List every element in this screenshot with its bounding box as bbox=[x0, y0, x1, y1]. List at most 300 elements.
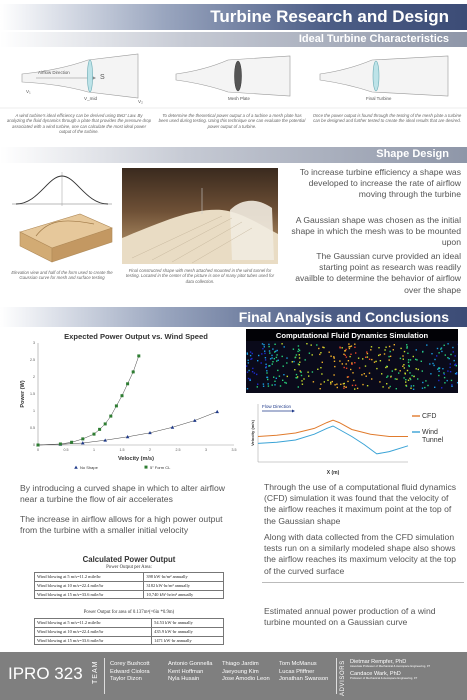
legend-label: 5" Form CL bbox=[150, 465, 171, 470]
final-section-title: Final Analysis and Conclusions bbox=[238, 309, 449, 325]
team-column-2 bbox=[168, 661, 212, 684]
cfd-particle bbox=[343, 388, 344, 389]
advisors-label: ADVISORS bbox=[340, 660, 346, 696]
cfd-particle bbox=[422, 382, 423, 383]
team-member: Edward Ciolora bbox=[110, 668, 150, 675]
cfd-particle bbox=[281, 343, 282, 344]
cfd-particle bbox=[434, 387, 435, 388]
cfd-particle bbox=[444, 374, 445, 375]
cfd-particle bbox=[296, 354, 297, 355]
x-tick-label: 1.5 bbox=[119, 448, 125, 452]
cfd-particle bbox=[421, 361, 422, 362]
cfd-particle bbox=[348, 343, 349, 344]
cfd-particle bbox=[286, 357, 287, 358]
cfd-particle bbox=[268, 365, 269, 366]
cfd-particle bbox=[364, 373, 365, 374]
final-right-paragraph-1: Through the use of a computational fluid dynamics (CFD) simulation it was found that the velocity of the airflow reaches it maximum point at the top of the Gaussian shape bbox=[264, 482, 457, 526]
cfd-particle bbox=[261, 353, 262, 354]
team-member: Nyla Husain bbox=[168, 676, 200, 683]
cfd-particle bbox=[388, 387, 389, 388]
cfd-particle bbox=[269, 352, 270, 353]
cfd-particle bbox=[276, 357, 277, 358]
advisor-title: Associate Professor of Mechanical & Aerospace Engineering, IIT bbox=[350, 664, 431, 668]
data-point bbox=[104, 422, 107, 425]
data-point bbox=[93, 433, 96, 436]
table-row bbox=[35, 636, 224, 645]
team-divider bbox=[104, 658, 105, 694]
cfd-particle bbox=[265, 357, 266, 358]
cfd-particle bbox=[346, 368, 347, 369]
cfd-particle bbox=[385, 367, 386, 368]
cfd-particle bbox=[287, 376, 288, 377]
cfd-particle bbox=[355, 385, 356, 386]
cfd-particle bbox=[378, 347, 379, 348]
series-line bbox=[258, 420, 408, 436]
cfd-particle bbox=[274, 358, 275, 359]
cfd-particle bbox=[359, 367, 360, 368]
cfd-particle bbox=[403, 359, 404, 360]
cfd-particle bbox=[247, 388, 248, 389]
cfd-particle bbox=[324, 381, 325, 382]
cfd-particle bbox=[453, 351, 454, 352]
cfd-particle bbox=[301, 380, 302, 381]
cfd-particle bbox=[303, 378, 304, 379]
cfd-particle bbox=[409, 372, 410, 373]
cfd-particle bbox=[449, 358, 450, 359]
cfd-particle bbox=[258, 355, 259, 356]
cfd-particle bbox=[336, 384, 337, 385]
cfd-particle bbox=[345, 350, 346, 351]
v1-label: V₁ bbox=[26, 89, 31, 94]
x-tick-label: 0.5 bbox=[63, 448, 69, 452]
cfd-particle bbox=[292, 361, 293, 362]
cfd-particle bbox=[247, 354, 248, 355]
cfd-particle bbox=[286, 382, 287, 383]
v2-label: V₂ bbox=[138, 99, 143, 104]
cfd-particle bbox=[381, 373, 382, 374]
table-cell: 398 kW·hr/m² annually bbox=[144, 573, 224, 582]
cfd-particle bbox=[317, 369, 318, 370]
cfd-particle bbox=[400, 370, 401, 371]
cfd-particle bbox=[252, 353, 253, 354]
cfd-particle bbox=[280, 385, 281, 386]
shape-section-bar bbox=[0, 147, 467, 163]
cfd-particle bbox=[250, 351, 251, 352]
cfd-particle bbox=[266, 370, 267, 371]
cfd-particle bbox=[398, 372, 399, 373]
series-line bbox=[38, 356, 139, 445]
legend-label: Wind Tunnel bbox=[422, 429, 444, 444]
team-member: Taylor Dizon bbox=[110, 676, 142, 683]
cfd-particle bbox=[268, 383, 269, 384]
cfd-particle bbox=[274, 351, 275, 352]
cfd-particle bbox=[342, 347, 343, 348]
cfd-particle bbox=[422, 388, 423, 389]
cfd-particle bbox=[408, 380, 409, 381]
cfd-particle bbox=[283, 366, 284, 367]
cfd-particle bbox=[252, 368, 253, 369]
cfd-particle bbox=[333, 374, 334, 375]
cfd-particle bbox=[340, 384, 341, 385]
cfd-particle bbox=[298, 349, 299, 350]
cfd-particle bbox=[444, 345, 445, 346]
cfd-particle bbox=[267, 379, 268, 380]
data-point bbox=[115, 404, 118, 407]
cfd-particle bbox=[393, 349, 394, 350]
cfd-particle bbox=[345, 355, 346, 356]
cfd-particle bbox=[426, 344, 427, 345]
cfd-particle bbox=[410, 388, 411, 389]
power-table-subheading-1: Power Output per Area: bbox=[106, 565, 152, 570]
table-cell: 435.9 kW·hr annually bbox=[152, 627, 224, 636]
cfd-particle bbox=[379, 381, 380, 382]
cfd-particle bbox=[343, 354, 344, 355]
cfd-particle bbox=[369, 373, 370, 374]
team-member: Kent Hoffman bbox=[168, 668, 204, 675]
cfd-particle bbox=[344, 386, 345, 387]
cfd-particle bbox=[248, 360, 249, 361]
cfd-particle bbox=[329, 352, 330, 353]
cfd-particle bbox=[278, 360, 279, 361]
cfd-particle bbox=[411, 385, 412, 386]
cfd-particle bbox=[348, 360, 349, 361]
cfd-particle bbox=[416, 368, 417, 369]
cfd-particle bbox=[320, 367, 321, 368]
power-chart bbox=[6, 329, 246, 473]
data-point bbox=[132, 370, 135, 373]
cfd-particle bbox=[408, 365, 409, 366]
cfd-particle bbox=[330, 383, 331, 384]
cfd-particle bbox=[350, 369, 351, 370]
cfd-particle bbox=[403, 377, 404, 378]
cfd-particle bbox=[250, 359, 251, 360]
cfd-particle bbox=[438, 375, 439, 376]
cfd-particle bbox=[402, 355, 403, 356]
table-row bbox=[35, 573, 224, 582]
ideal-caption-2: To determine the theoretical power output a of a turbine a mesh plate has been used during testing. Using this technique one can evaluate the potential power output of a turbine. bbox=[158, 113, 306, 129]
vmid-label: V_mid bbox=[84, 96, 98, 101]
team-column-3 bbox=[222, 661, 270, 684]
cfd-particle bbox=[436, 355, 437, 356]
cfd-particle bbox=[450, 371, 451, 372]
cfd-particle bbox=[366, 376, 367, 377]
cfd-particle bbox=[407, 353, 408, 354]
cfd-particle bbox=[413, 389, 414, 390]
cfd-particle bbox=[267, 377, 268, 378]
cfd-particle bbox=[388, 356, 389, 357]
cfd-particle bbox=[344, 367, 345, 368]
cfd-particle bbox=[408, 362, 409, 363]
x-tick-label: 2 bbox=[149, 448, 151, 452]
cfd-particle bbox=[439, 368, 440, 369]
cfd-particle bbox=[451, 384, 452, 385]
cfd-particle bbox=[354, 362, 355, 363]
cfd-particle bbox=[282, 356, 283, 357]
y-tick-label: 2 bbox=[33, 375, 35, 380]
cfd-particle bbox=[395, 378, 396, 379]
cfd-particle bbox=[264, 351, 265, 352]
series-line bbox=[38, 412, 217, 445]
cfd-particle bbox=[407, 370, 408, 371]
cfd-particle bbox=[367, 385, 368, 386]
y-tick-label: 1 bbox=[33, 409, 35, 414]
final-section-bar bbox=[0, 307, 467, 327]
team-member: Tom McManus bbox=[279, 661, 317, 667]
cfd-particle bbox=[352, 372, 353, 373]
cfd-particle bbox=[406, 347, 407, 348]
cfd-particle bbox=[334, 357, 335, 358]
cfd-particle bbox=[422, 370, 423, 371]
cfd-particle bbox=[390, 356, 391, 357]
cfd-particle bbox=[366, 351, 367, 352]
data-point bbox=[81, 437, 84, 440]
cfd-title: Computational Fluid Dynamics Simulation bbox=[275, 331, 429, 340]
table-cell: Wind blowing at 10 m/s=22.4 mile/hr bbox=[35, 627, 152, 636]
cfd-simulation-image bbox=[246, 329, 458, 393]
data-point bbox=[126, 382, 129, 385]
cfd-particle bbox=[299, 362, 300, 363]
cfd-particle bbox=[299, 357, 300, 358]
cfd-particle bbox=[384, 353, 385, 354]
cfd-particle bbox=[355, 352, 356, 353]
cfd-particle bbox=[266, 372, 267, 373]
y-tick-label: 1.5 bbox=[30, 392, 35, 397]
cfd-particle bbox=[456, 365, 457, 366]
cfd-particle bbox=[308, 375, 309, 376]
cfd-particle bbox=[246, 365, 247, 366]
cfd-particle bbox=[320, 384, 321, 385]
cfd-particle bbox=[257, 384, 258, 385]
cfd-particle bbox=[450, 354, 451, 355]
cfd-particle bbox=[265, 364, 266, 365]
cfd-particle bbox=[386, 377, 387, 378]
cfd-particle bbox=[422, 351, 423, 352]
cfd-particle bbox=[347, 381, 348, 382]
cfd-particle bbox=[390, 376, 391, 377]
cfd-particle bbox=[455, 355, 456, 356]
cfd-particle bbox=[376, 368, 377, 369]
cfd-particle bbox=[272, 363, 273, 364]
legend-marker bbox=[145, 466, 148, 469]
cfd-particle bbox=[268, 385, 269, 386]
cfd-particle bbox=[415, 359, 416, 360]
cfd-particle bbox=[405, 379, 406, 380]
ideal-section-bar bbox=[0, 32, 467, 47]
cfd-particle bbox=[274, 344, 275, 345]
cfd-particle bbox=[455, 373, 456, 374]
cfd-particle bbox=[457, 382, 458, 383]
cfd-particle bbox=[405, 373, 406, 374]
ideal-section-title: Ideal Turbine Characteristics bbox=[298, 33, 449, 45]
airflow-direction-label: Airflow Direction bbox=[38, 70, 70, 75]
cfd-particle bbox=[365, 357, 366, 358]
cfd-particle bbox=[378, 355, 379, 356]
cfd-particle bbox=[424, 387, 425, 388]
cfd-particle bbox=[374, 362, 375, 363]
velocity-chart bbox=[246, 398, 462, 478]
flow-direction-arrowhead bbox=[292, 410, 295, 413]
cfd-particle bbox=[400, 348, 401, 349]
x-tick-label: 0 bbox=[37, 448, 39, 452]
cfd-particle bbox=[441, 387, 442, 388]
cfd-particle bbox=[447, 357, 448, 358]
cfd-particle bbox=[342, 363, 343, 364]
table-row bbox=[35, 590, 224, 599]
cfd-particle bbox=[369, 359, 370, 360]
data-point bbox=[98, 428, 101, 431]
cfd-particle bbox=[451, 380, 452, 381]
team-member: Thiago Jardim bbox=[222, 661, 259, 667]
cfd-particle bbox=[274, 381, 275, 382]
cfd-particle bbox=[316, 344, 317, 345]
cfd-particle bbox=[425, 380, 426, 381]
power-table-heading: Calculated Power Output bbox=[82, 555, 176, 564]
cfd-particle bbox=[327, 380, 328, 381]
legend-label: CFD bbox=[422, 413, 437, 420]
cfd-particle bbox=[272, 384, 273, 385]
cfd-particle bbox=[354, 344, 355, 345]
cfd-particle bbox=[352, 385, 353, 386]
cfd-particle bbox=[392, 370, 393, 371]
cfd-particle bbox=[408, 359, 409, 360]
mesh-plate-diagram bbox=[176, 56, 290, 101]
cfd-particle bbox=[405, 381, 406, 382]
cfd-particle bbox=[432, 363, 433, 364]
cfd-particle bbox=[296, 374, 297, 375]
cfd-particle bbox=[297, 376, 298, 377]
legend-label: No Shape bbox=[80, 465, 98, 470]
poster-title: Turbine Research and Design bbox=[210, 7, 449, 26]
cfd-particle bbox=[312, 371, 313, 372]
cfd-particle bbox=[441, 351, 442, 352]
cfd-particle bbox=[413, 356, 414, 357]
cfd-particle bbox=[322, 362, 323, 363]
cfd-particle bbox=[300, 370, 301, 371]
table-cell: Wind blowing at 15 m/s=33.6 mile/hr bbox=[35, 590, 144, 599]
turbine-disk bbox=[373, 61, 379, 91]
cfd-particle bbox=[450, 363, 451, 364]
cfd-particle bbox=[320, 352, 321, 353]
cfd-particle bbox=[320, 388, 321, 389]
cfd-particle bbox=[382, 386, 383, 387]
actuator-disk bbox=[87, 60, 92, 92]
cfd-particle bbox=[266, 366, 267, 367]
table-cell: 3182 kW·hr/m² annually bbox=[144, 581, 224, 590]
cfd-particle bbox=[299, 364, 300, 365]
data-point bbox=[121, 394, 124, 397]
cfd-particle bbox=[394, 344, 395, 345]
cfd-particle bbox=[431, 353, 432, 354]
cfd-particle bbox=[371, 378, 372, 379]
cfd-particle bbox=[262, 343, 263, 344]
cfd-particle bbox=[344, 383, 345, 384]
cfd-particle bbox=[263, 386, 264, 387]
cfd-particle bbox=[262, 348, 263, 349]
cfd-particle bbox=[337, 387, 338, 388]
cfd-particle bbox=[264, 353, 265, 354]
data-point bbox=[70, 441, 73, 444]
chart-title: Expected Power Output vs. Wind Speed bbox=[64, 332, 208, 341]
cfd-particle bbox=[298, 386, 299, 387]
cfd-particle bbox=[277, 350, 278, 351]
table-cell: Wind blowing at 15 m/s=33.6 mile/hr bbox=[35, 636, 152, 645]
cfd-particle bbox=[452, 347, 453, 348]
final-right-paragraph-2: Along with data collected from the CFD simulation tests run on a similarly modeled shape also shows the airflow reaches its maximum velocity at the top of the curved surface bbox=[264, 532, 457, 576]
cfd-particle bbox=[339, 347, 340, 348]
team-label: TEAM bbox=[92, 660, 99, 684]
ideal-caption-1: A wind turbine's ideal efficiency can be derived using Betz' Law. By analyzing the fluid dynamics through a plate that provides the pressure drop associated with a wind turbine, one can calculate the most ideal power output of the turbine. bbox=[6, 113, 152, 135]
cfd-particle bbox=[282, 380, 283, 381]
cfd-particle bbox=[277, 370, 278, 371]
cfd-particle bbox=[318, 348, 319, 349]
cfd-particle bbox=[396, 388, 397, 389]
cfd-particle bbox=[353, 380, 354, 381]
cfd-particle bbox=[261, 362, 262, 363]
cfd-particle bbox=[276, 378, 277, 379]
cfd-particle bbox=[269, 350, 270, 351]
cfd-particle bbox=[313, 381, 314, 382]
cfd-particle bbox=[252, 371, 253, 372]
cfd-particle bbox=[248, 362, 249, 363]
mesh-plate-label: Mesh Plate bbox=[228, 96, 250, 101]
cfd-particle bbox=[449, 367, 450, 368]
cfd-particle bbox=[410, 379, 411, 380]
cfd-particle bbox=[389, 346, 390, 347]
table-cell: Wind blowing at 10 m/s=22.4 mile/hr bbox=[35, 581, 144, 590]
cfd-particle bbox=[299, 350, 300, 351]
cfd-particle bbox=[395, 369, 396, 370]
cfd-particle bbox=[305, 359, 306, 360]
cfd-particle bbox=[365, 365, 366, 366]
cfd-particle bbox=[349, 356, 350, 357]
cfd-particle bbox=[286, 362, 287, 363]
cfd-particle bbox=[358, 358, 359, 359]
cfd-particle bbox=[417, 378, 418, 379]
cfd-particle bbox=[345, 349, 346, 350]
cfd-particle bbox=[270, 358, 271, 359]
cfd-particle bbox=[257, 360, 258, 361]
cfd-particle bbox=[367, 353, 368, 354]
cfd-particle bbox=[357, 388, 358, 389]
advisors-list bbox=[350, 659, 464, 680]
data-point bbox=[109, 415, 112, 418]
area-label: S bbox=[100, 74, 105, 81]
team-member: Lucas Pfiffner bbox=[279, 668, 315, 675]
x-tick-label: 2.5 bbox=[175, 448, 181, 452]
cfd-particle bbox=[276, 354, 277, 355]
table-cell: 1471 kW·hr annually bbox=[152, 636, 224, 645]
team-member: Corey Bushcott bbox=[110, 661, 150, 667]
cfd-particle bbox=[443, 372, 444, 373]
final-left-paragraph-1: By introducing a curved shape in which to alter airflow near a turbine the flow of air accelerates bbox=[20, 483, 225, 505]
final-left-paragraph-2: The increase in airflow allows for a high power output from the turbine with a smaller initial velocity bbox=[20, 514, 223, 536]
cfd-particle bbox=[293, 349, 294, 350]
power-table-subheading-2: Power Output for area of 0.137m²(=6in *0.9m) bbox=[83, 610, 175, 615]
cfd-particle bbox=[268, 344, 269, 345]
shape-paragraph-2: A Gaussian shape was chosen as the initial shape in which the mesh was to be mounted upon bbox=[291, 215, 461, 248]
cfd-particle bbox=[295, 377, 296, 378]
cfd-particle bbox=[351, 345, 352, 346]
table-cell: 54.53 kW·hr annually bbox=[152, 619, 224, 628]
data-point bbox=[137, 354, 140, 357]
cfd-particle bbox=[250, 355, 251, 356]
x-tick-label: 3.5 bbox=[231, 448, 237, 452]
cfd-particle bbox=[254, 372, 255, 373]
course-label: IPRO 323 bbox=[8, 664, 83, 683]
cfd-particle bbox=[334, 366, 335, 367]
cfd-particle bbox=[444, 382, 445, 383]
cfd-particle bbox=[248, 378, 249, 379]
